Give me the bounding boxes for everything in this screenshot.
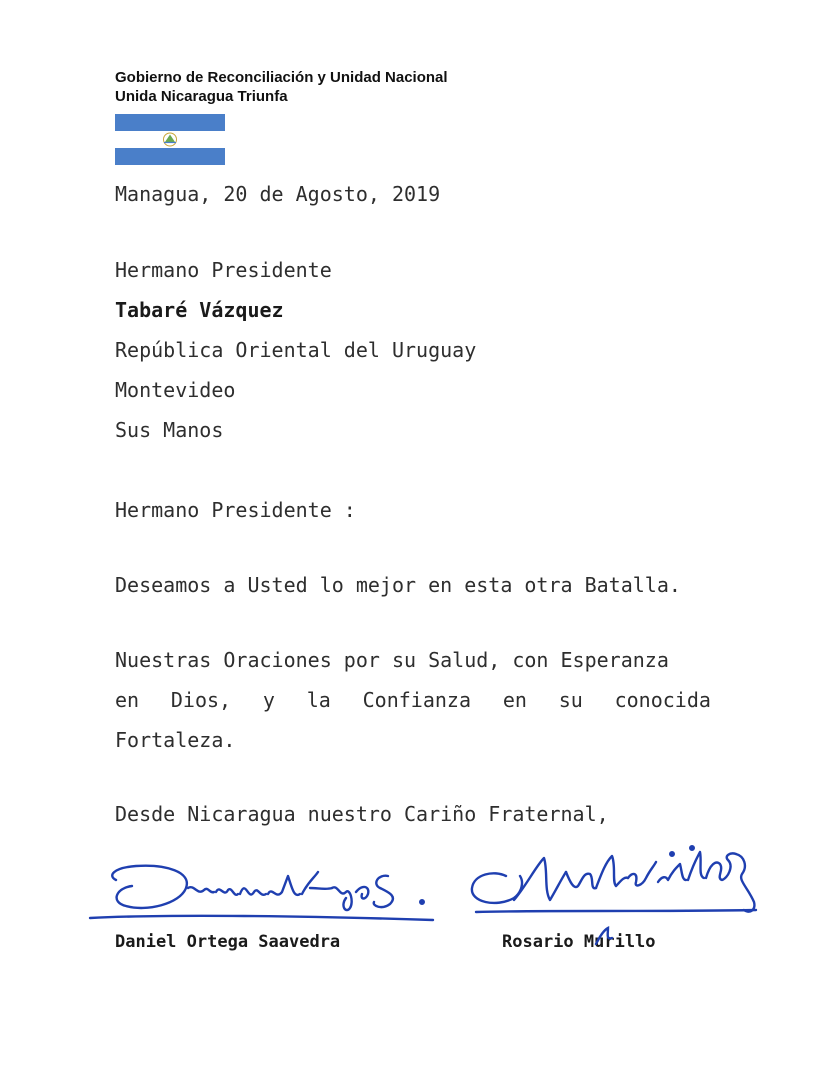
word: la (306, 688, 331, 712)
letter-date: Managua, 20 de Agosto, 2019 (115, 182, 441, 206)
word: en (502, 688, 527, 712)
salutation: Hermano Presidente : (115, 498, 356, 522)
word: y (262, 688, 275, 712)
word: en (115, 688, 140, 712)
addressee-country: República Oriental del Uruguay (115, 338, 477, 362)
nicaragua-flag-icon (115, 114, 225, 165)
word: Confianza (362, 688, 472, 712)
addressee-title: Hermano Presidente (115, 258, 332, 282)
government-slogan: Unida Nicaragua Triunfa (115, 88, 288, 105)
paragraph-1: Deseamos a Usted lo mejor en esta otra Batalla. (115, 573, 681, 597)
flag-emblem-icon (115, 114, 225, 165)
signature-rosario-murillo (466, 842, 766, 926)
paragraph-2-line-3: Fortaleza. (115, 728, 236, 752)
letterhead (115, 68, 448, 106)
closing-line: Desde Nicaragua nuestro Cariño Fraternal, (115, 802, 609, 826)
word: conocida (614, 688, 711, 712)
word: Dios, (170, 688, 232, 712)
signatory-left-name: Daniel Ortega Saavedra (115, 932, 341, 952)
addressee-delivery: Sus Manos (115, 418, 224, 442)
addressee-name: Tabaré Vázquez (115, 298, 284, 322)
paragraph-2-line-1: Nuestras Oraciones por su Salud, con Esperanza (115, 648, 669, 672)
signatory-right-name: Rosario Murillo (502, 932, 656, 952)
addressee-city: Montevideo (115, 378, 236, 402)
word: su (558, 688, 583, 712)
paragraph-2-line-2 (115, 688, 711, 712)
signature-flourish-mark (590, 924, 620, 948)
government-name: Gobierno de Reconciliación y Unidad Nacional (115, 69, 448, 86)
signature-daniel-ortega (88, 858, 448, 930)
